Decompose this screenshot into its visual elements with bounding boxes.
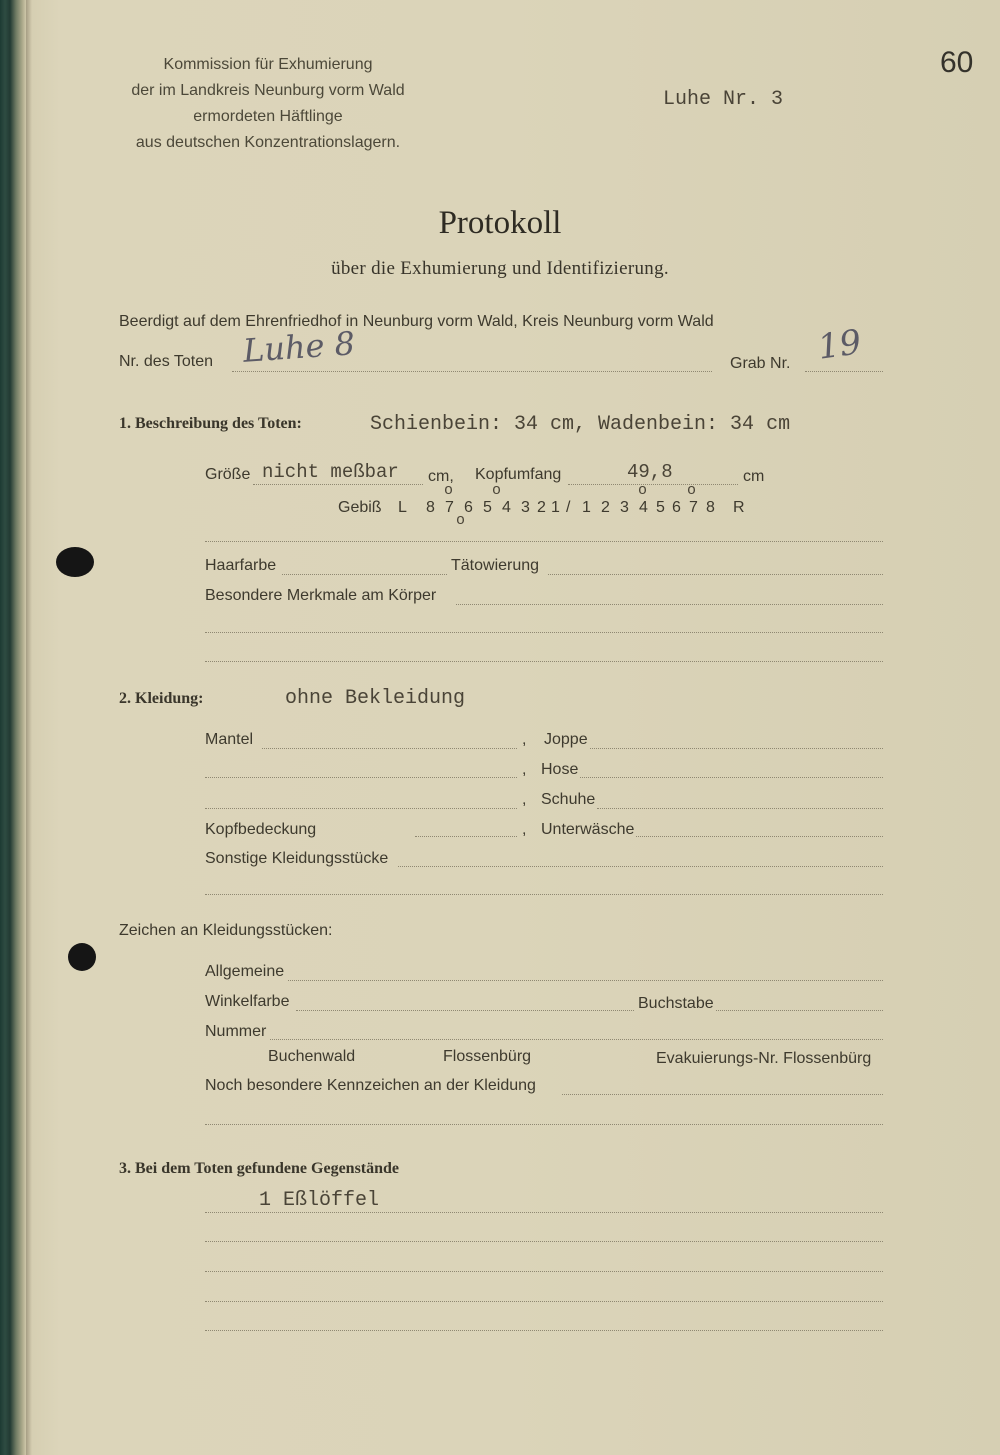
head-circumference-unit: cm (743, 468, 765, 485)
page-subtitle: über die Exhumierung und Identifizierung. (331, 258, 669, 279)
tooth: 3 (620, 499, 629, 516)
tooth-mark: o (638, 482, 648, 499)
found-items-typed: 1 Eßlöffel (259, 1189, 380, 1212)
comma: , (522, 821, 527, 838)
tattoo-label: Tätowierung (451, 557, 540, 574)
burial-line: Beerdigt auf dem Ehrenfriedhof in Neunburg vorm Wald, Kreis Neunburg vorm Wald (119, 313, 714, 330)
dead-number-label: Nr. des Toten (119, 353, 213, 370)
letter-label: Buchstabe (638, 995, 714, 1012)
height-value: nicht meßbar (262, 461, 399, 483)
tooth-mark: o (687, 482, 697, 499)
tooth: 6 (672, 499, 681, 516)
height-unit: cm, (428, 468, 454, 485)
other-clothing-label: Sonstige Kleidungsstücke (205, 850, 389, 867)
tooth: 4 (639, 499, 648, 516)
shoes-label: Schuhe (541, 791, 596, 808)
commission-line: der im Landkreis Neunburg vorm Wald (131, 82, 405, 99)
hair-colour-label: Haarfarbe (205, 557, 277, 574)
special-features-label: Besondere Merkmale am Körper (205, 587, 437, 604)
section3-heading: 3. Bei dem Toten gefundene Gegenstände (119, 1160, 400, 1177)
tooth: 1 (551, 499, 560, 516)
grave-number-label: Grab Nr. (730, 355, 791, 372)
teeth-left-marker: L (398, 499, 407, 516)
tooth-mark: o (444, 482, 454, 499)
page-title: Protokoll (438, 205, 562, 241)
punch-hole-bottom (68, 943, 96, 971)
comma: , (522, 761, 527, 778)
tooth: 6 (464, 499, 473, 516)
comma: , (522, 791, 527, 808)
tooth: 1 (582, 499, 591, 516)
grave-number-value: 19 (815, 322, 864, 368)
tooth: 2 (537, 499, 546, 516)
punch-hole-top (56, 547, 94, 577)
marks-heading: Zeichen an Kleidungsstücken: (119, 922, 333, 939)
section1-heading: 1. Beschreibung des Toten: (119, 415, 302, 432)
tooth: 7 (689, 499, 698, 516)
tooth: 3 (521, 499, 530, 516)
triangle-colour-label: Winkelfarbe (205, 993, 290, 1010)
comma: , (522, 731, 527, 748)
further-marks-label: Noch besondere Kennzeichen an der Kleidung (205, 1077, 536, 1094)
tooth: 8 (426, 499, 435, 516)
head-circumference-label: Kopfumfang (475, 466, 562, 483)
height-label: Größe (205, 466, 251, 483)
dead-number-value: Luhe 8 (241, 324, 357, 370)
underwear-label: Unterwäsche (541, 821, 635, 838)
evacuation-number-label: Evakuierungs-Nr. Flossenbürg (656, 1050, 872, 1067)
teeth-right-marker: R (733, 499, 745, 516)
head-circumference-value: 49,8 (627, 461, 673, 483)
section2-heading: 2. Kleidung: (119, 690, 204, 707)
tooth: 2 (601, 499, 610, 516)
coat-label: Mantel (205, 731, 254, 748)
page-number: 60 (940, 46, 974, 79)
headwear-label: Kopfbedeckung (205, 821, 317, 838)
tooth-mark: o (492, 482, 502, 499)
trousers-label: Hose (541, 761, 579, 778)
tooth: 5 (656, 499, 665, 516)
general-marks-label: Allgemeine (205, 963, 285, 980)
tooth: 4 (502, 499, 511, 516)
number-label: Nummer (205, 1023, 267, 1040)
teeth-separator: / (566, 499, 571, 516)
tooth: 5 (483, 499, 492, 516)
commission-line: aus deutschen Konzentrationslagern. (135, 134, 401, 151)
jacket-label: Joppe (544, 731, 588, 748)
commission-line: Kommission für Exhumierung (163, 56, 373, 73)
flossenburg-label: Flossenbürg (443, 1048, 532, 1065)
tooth: 7 (445, 499, 454, 516)
clothing-typed: ohne Bekleidung (285, 687, 466, 710)
commission-line: ermordeten Häftlinge (193, 108, 343, 125)
commission-header (108, 52, 428, 156)
teeth-label: Gebiß (338, 499, 382, 516)
section1-typed-measurements: Schienbein: 34 cm, Wadenbein: 34 cm (370, 413, 791, 436)
buchenwald-label: Buchenwald (268, 1048, 356, 1065)
file-reference: Luhe Nr. 3 (663, 88, 784, 111)
tooth: 8 (706, 499, 715, 516)
tooth-mark: o (456, 512, 466, 529)
